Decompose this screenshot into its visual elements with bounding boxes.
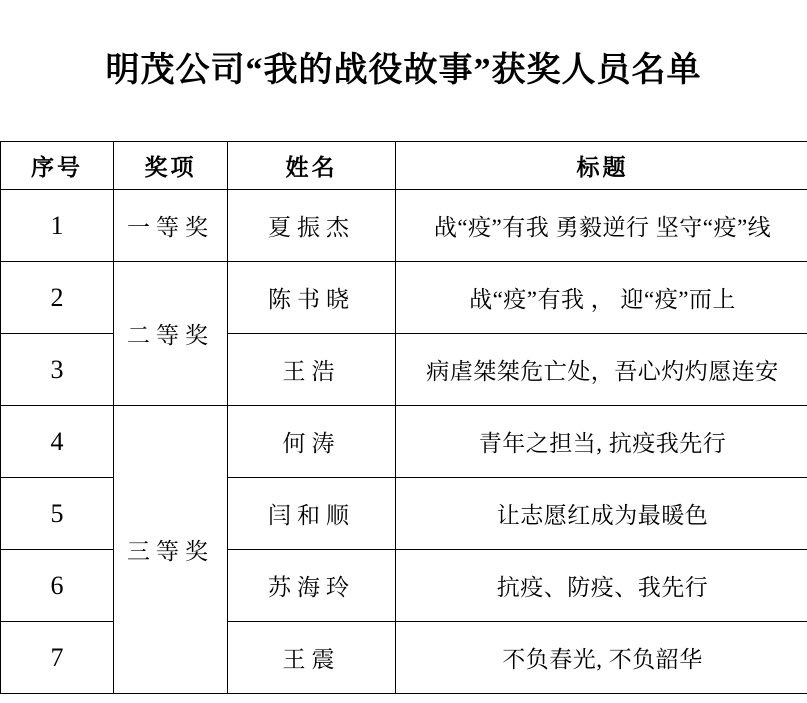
cell-name: 苏海玲 [228,550,396,622]
cell-title: 抗疫、防疫、我先行 [396,550,807,622]
cell-title: 青年之担当, 抗疫我先行 [396,406,807,478]
cell-name: 何涛 [228,406,396,478]
cell-title: 战“疫”有我 勇毅逆行 坚守“疫”线 [396,190,807,262]
table-header-row [1,142,807,190]
cell-name: 王浩 [228,334,396,406]
header-title: 标题 [396,142,807,190]
table-row [1,262,807,334]
cell-no: 6 [1,550,114,622]
page-title: 明茂公司“我的战役故事”获奖人员名单 [105,52,702,89]
cell-title: 战“疫”有我 ， 迎“疫”而上 [396,262,807,334]
cell-name: 王震 [228,622,396,694]
table-row [1,406,807,478]
award-table [0,141,807,694]
cell-no: 2 [1,262,114,334]
cell-name: 夏振杰 [228,190,396,262]
cell-award-second-prize: 二等奖 [114,262,228,406]
cell-name: 闫和顺 [228,478,396,550]
header-award: 奖项 [114,142,228,190]
header-no: 序号 [1,142,114,190]
cell-title: 不负春光, 不负韶华 [396,622,807,694]
cell-no: 7 [1,622,114,694]
header-name: 姓名 [228,142,396,190]
cell-award-first-prize: 一等奖 [114,190,228,262]
cell-award-third-prize: 三等奖 [114,406,228,694]
cell-no: 4 [1,406,114,478]
cell-name: 陈书晓 [228,262,396,334]
cell-title: 病虐桀桀危亡处，吾心灼灼愿连安 [396,334,807,406]
cell-no: 3 [1,334,114,406]
cell-no: 5 [1,478,114,550]
cell-no: 1 [1,190,114,262]
table-row [1,190,807,262]
cell-title: 让志愿红成为最暖色 [396,478,807,550]
